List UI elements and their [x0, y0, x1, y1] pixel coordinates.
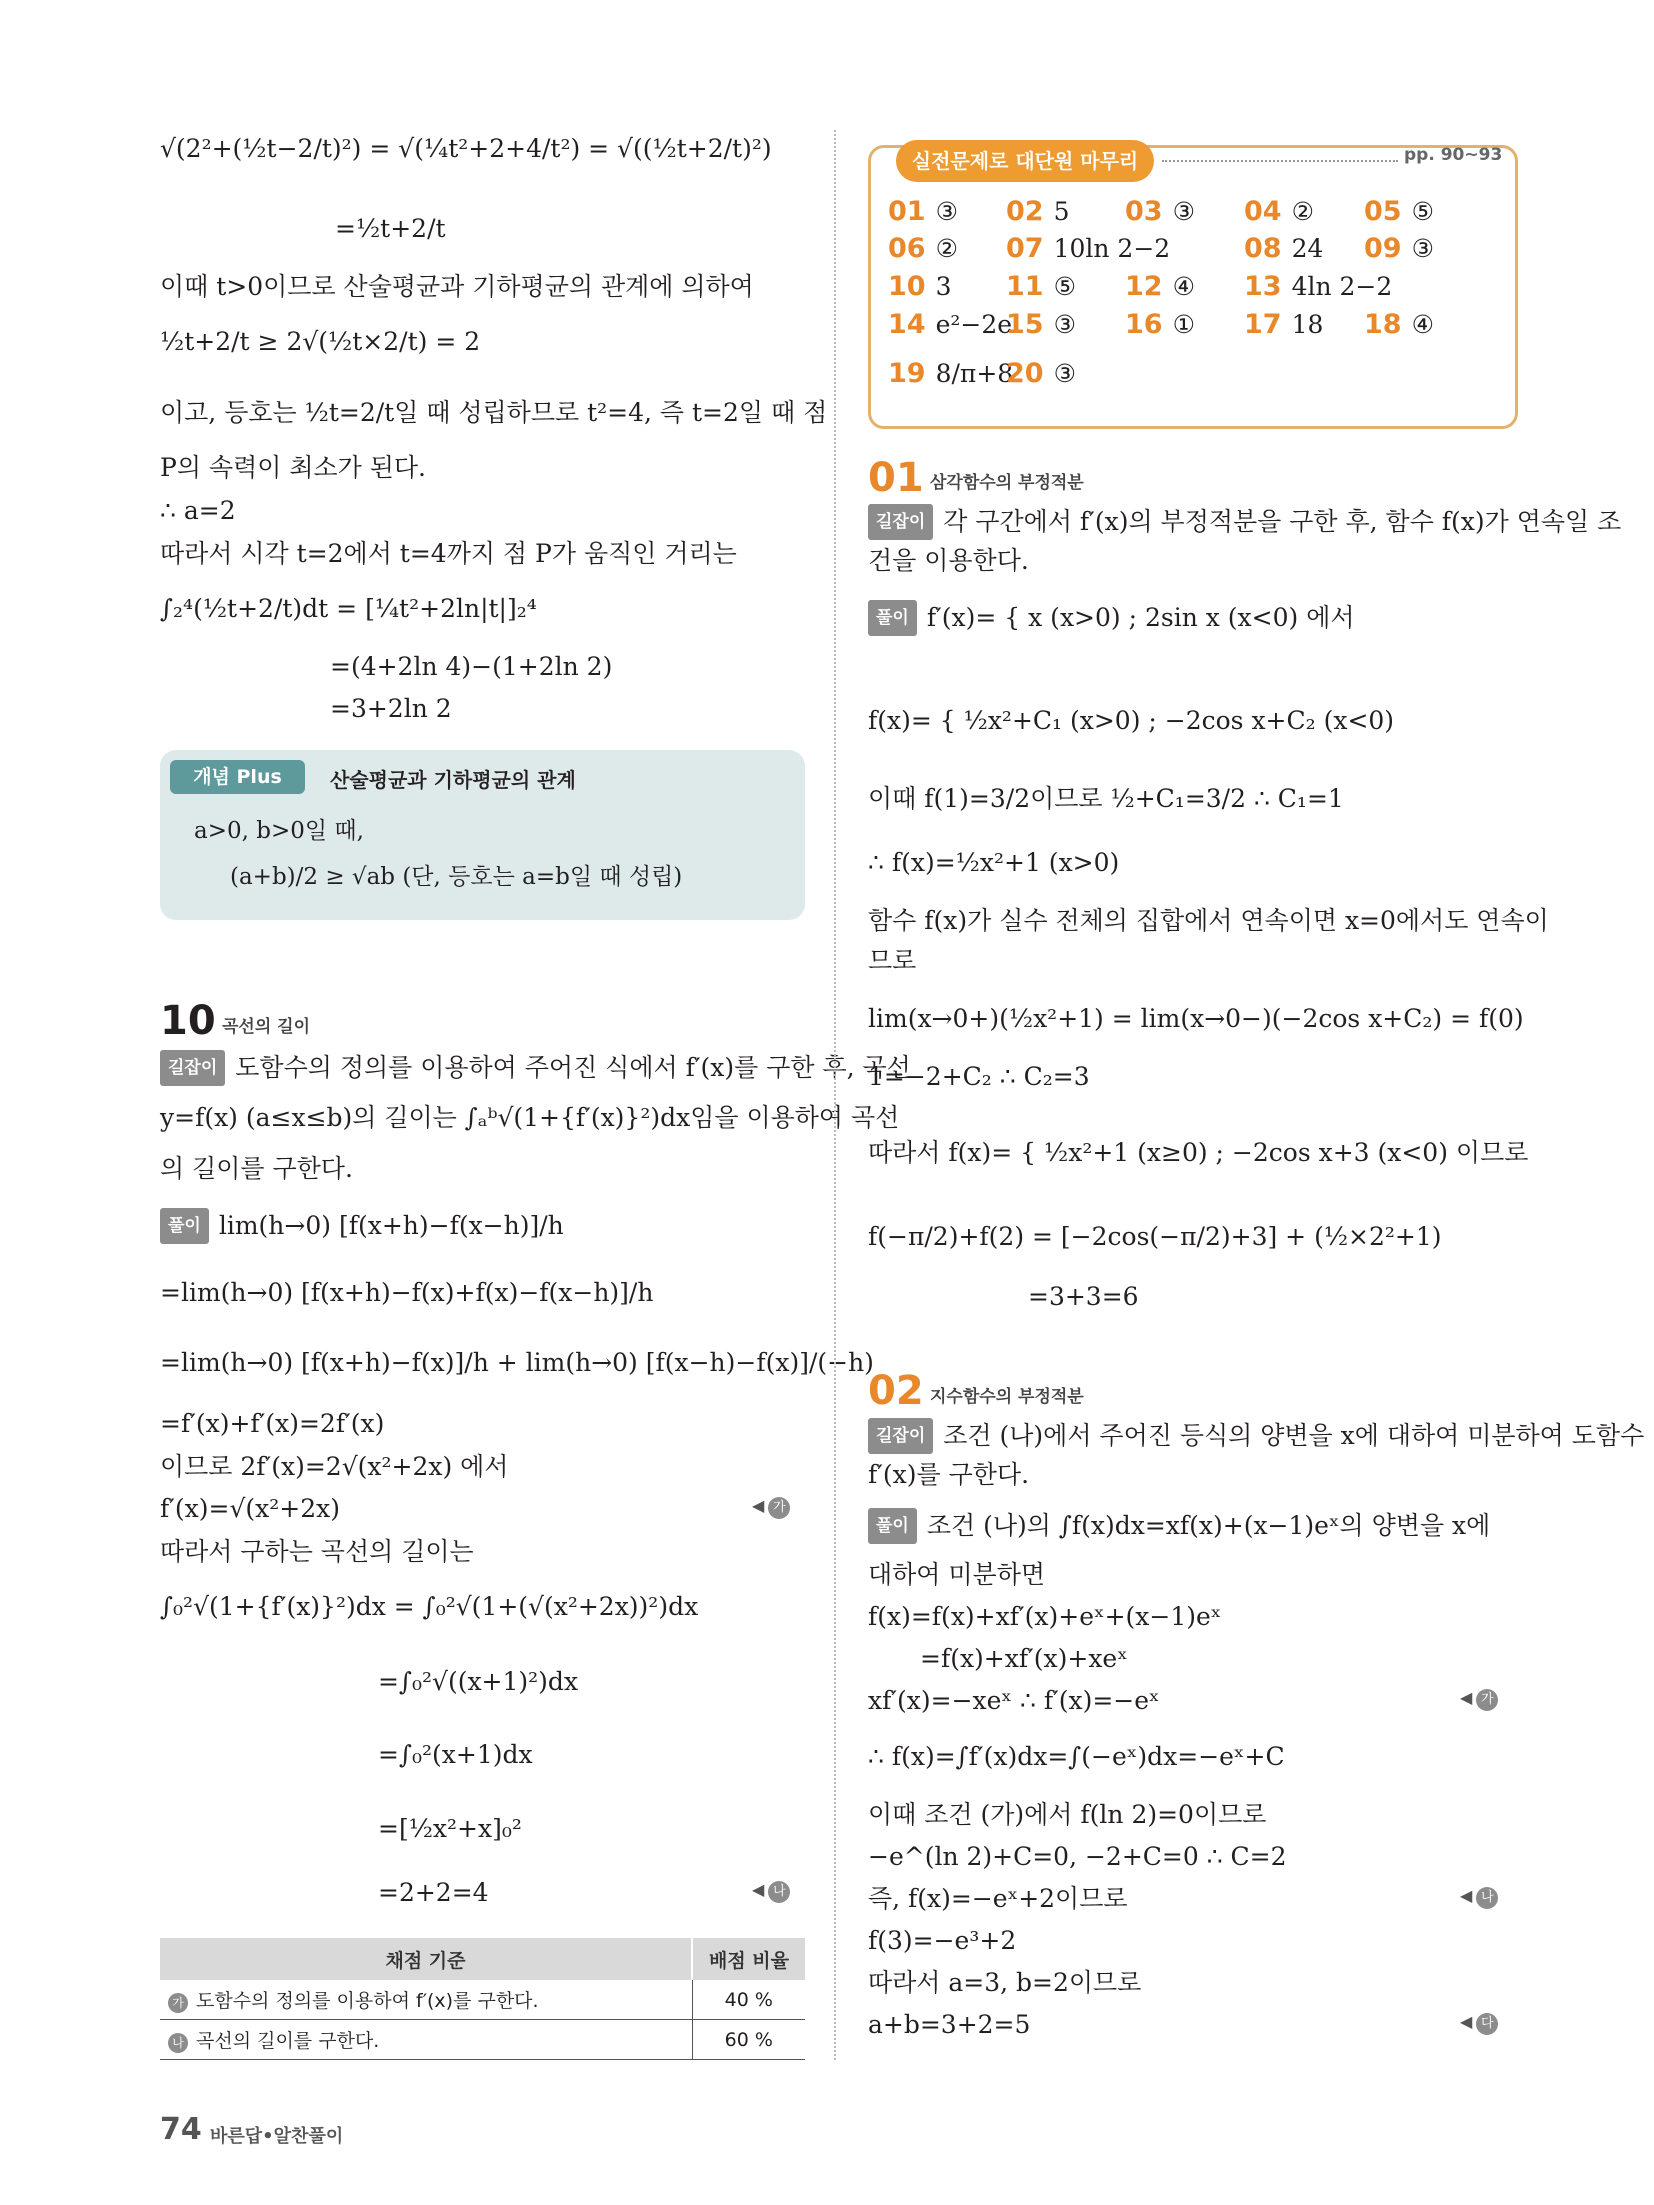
- text-line: 따라서 시각 t=2에서 t=4까지 점 P가 움직인 거리는: [160, 539, 737, 568]
- scoring-header-rate: 배점 비율: [692, 1938, 805, 1980]
- math-line: 1=−2+C₂ ∴ C₂=3: [868, 1062, 1090, 1091]
- answer-num: 12: [1125, 271, 1163, 302]
- math-line: =∫₀²(x+1)dx: [378, 1740, 533, 1769]
- text-line: 이때 조건 (가)에서 f(ln 2)=0이므로: [868, 1800, 1267, 1829]
- column-divider: [834, 130, 836, 2060]
- math-line: ∫₀²√(1+{f′(x)}²)dx = ∫₀²√(1+(√(x²+2x))²)dx: [160, 1592, 699, 1621]
- answer-num: 07: [1006, 233, 1044, 264]
- concept-plus-line: (a+b)/2 ≥ √ab (단, 등호는 a=b일 때 성립): [230, 864, 683, 890]
- answer-num: 13: [1244, 271, 1282, 302]
- text-line: P의 속력이 최소가 된다.: [160, 453, 426, 482]
- guide-line: 의 길이를 구한다.: [160, 1154, 353, 1183]
- answer-num: 16: [1125, 309, 1163, 340]
- step-mark-label: 나: [1476, 1887, 1498, 1909]
- solution-line: [160, 1208, 564, 1244]
- answer-value: ③: [1172, 197, 1195, 226]
- step-mark: ◀ 다: [1460, 2012, 1498, 2035]
- answer-item: [1006, 309, 1076, 340]
- answer-num: 20: [1006, 358, 1044, 389]
- answer-item: [1125, 196, 1195, 227]
- concept-plus-box: [160, 750, 805, 920]
- text-line: 므로: [868, 946, 917, 975]
- math-line: =lim(h→0) [f(x+h)−f(x)]/h + lim(h→0) [f(x−h)−f(x)]/(−h): [160, 1348, 874, 1377]
- solution-tag: 풀이: [868, 600, 917, 636]
- text-line: 따라서 구하는 곡선의 길이는: [160, 1537, 474, 1566]
- answer-item: [1364, 196, 1434, 227]
- answer-item: [1006, 271, 1076, 302]
- answer-value: ②: [935, 234, 958, 263]
- step-mark-label: 나: [168, 2033, 188, 2053]
- concept-plus-label: 개념 Plus: [170, 760, 305, 794]
- section-number: 10: [160, 998, 216, 1044]
- page-number: 74: [160, 2112, 202, 2147]
- answer-value: ②: [1291, 197, 1314, 226]
- math-line: =lim(h→0) [f(x+h)−f(x)+f(x)−f(x−h)]/h: [160, 1278, 654, 1307]
- answer-num: 02: [1006, 196, 1044, 227]
- answer-value: e²−2e: [935, 310, 1013, 339]
- answer-item: [888, 196, 958, 227]
- answer-item: [888, 233, 958, 264]
- math-line: =f(x)+xf′(x)+xeˣ: [920, 1644, 1128, 1673]
- math-line: ∫₂⁴(½t+2/t)dt = [¼t²+2ln|t|]₂⁴: [160, 594, 537, 623]
- scoring-text: 곡선의 길이를 구한다.: [196, 2030, 380, 2052]
- answer-value: 24: [1291, 234, 1324, 263]
- answer-value: ③: [1411, 234, 1434, 263]
- math-line: f(−π/2)+f(2) = [−2cos(−π/2)+3] + (½×2²+1): [868, 1222, 1442, 1251]
- text-line: 대하여 미분하면: [868, 1560, 1045, 1589]
- answer-dots: [1162, 160, 1398, 162]
- step-mark-label: 가: [168, 1993, 188, 2013]
- answer-num: 14: [888, 309, 926, 340]
- step-mark-label: 다: [1476, 2013, 1498, 2035]
- math-line: =∫₀²√((x+1)²)dx: [378, 1667, 579, 1696]
- math-line: f′(x)=√(x²+2x): [160, 1494, 340, 1523]
- step-mark: ◀ 가: [1460, 1688, 1498, 1711]
- math-text: f′(x)= { x (x>0) ; 2sin x (x<0) 에서: [926, 603, 1355, 632]
- answer-value: 8/π+8: [935, 359, 1014, 388]
- guide-line: [868, 504, 1621, 540]
- step-mark-label: 나: [768, 1881, 790, 1903]
- answer-num: 01: [888, 196, 926, 227]
- answer-item: [1006, 358, 1076, 389]
- math-line: f(3)=−e³+2: [868, 1926, 1017, 1955]
- answer-value: ④: [1411, 310, 1434, 339]
- step-mark-label: 가: [768, 1497, 790, 1519]
- answer-badge: 실전문제로 대단원 마무리: [896, 140, 1154, 182]
- answer-value: ④: [1172, 272, 1195, 301]
- answer-value: 5: [1053, 197, 1070, 226]
- answer-num: 15: [1006, 309, 1044, 340]
- answer-item: [1364, 309, 1434, 340]
- step-mark: ◀ 나: [1460, 1886, 1498, 1909]
- math-text: lim(h→0) [f(x+h)−f(x−h)]/h: [218, 1211, 564, 1240]
- math-line: ∴ a=2: [160, 496, 236, 525]
- answer-num: 11: [1006, 271, 1044, 302]
- answer-value: 3: [935, 272, 952, 301]
- answer-value: 10ln 2−2: [1053, 234, 1171, 263]
- scoring-text: 도함수의 정의를 이용하여 f′(x)를 구한다.: [196, 1990, 539, 2012]
- book-title: 바른답•알찬풀이: [210, 2126, 344, 2147]
- section-title: 지수함수의 부정적분: [930, 1387, 1084, 1407]
- answer-value: ③: [1053, 359, 1076, 388]
- math-line: lim(x→0+)(½x²+1) = lim(x→0−)(−2cos x+C₂) = f(0): [868, 1004, 1524, 1033]
- math-text: 조건 (나)의 ∫f(x)dx=xf(x)+(x−1)eˣ의 양변을 x에: [926, 1511, 1491, 1540]
- scoring-rate: 60 %: [692, 2020, 805, 2060]
- math-line: =3+3=6: [1028, 1282, 1139, 1311]
- scoring-rate: 40 %: [692, 1980, 805, 2020]
- math-line: f(x)=f(x)+xf′(x)+eˣ+(x−1)eˣ: [868, 1602, 1222, 1631]
- step-mark-label: 가: [1476, 1689, 1498, 1711]
- scoring-table: [160, 1938, 805, 2060]
- guide-tag: 길잡이: [160, 1050, 225, 1086]
- math-line: −e^(ln 2)+C=0, −2+C=0 ∴ C=2: [868, 1842, 1287, 1871]
- answer-num: 09: [1364, 233, 1402, 264]
- answer-value: ⑤: [1411, 197, 1434, 226]
- guide-text: 도함수의 정의를 이용하여 주어진 식에서 f′(x)를 구한 후, 곡선: [235, 1053, 911, 1082]
- answer-value: ①: [1172, 310, 1195, 339]
- math-line: =[½x²+x]₀²: [378, 1814, 522, 1843]
- answer-num: 08: [1244, 233, 1282, 264]
- answer-value: ③: [935, 197, 958, 226]
- math-line: =(4+2ln 4)−(1+2ln 2): [330, 652, 613, 681]
- answer-num: 10: [888, 271, 926, 302]
- answer-num: 05: [1364, 196, 1402, 227]
- step-mark: ◀ 가: [752, 1496, 790, 1519]
- math-line: 따라서 f(x)= { ½x²+1 (x≥0) ; −2cos x+3 (x<0) 이므로: [868, 1138, 1529, 1167]
- answer-pages: pp. 90~93: [1404, 145, 1503, 165]
- guide-tag: 길잡이: [868, 1418, 933, 1454]
- concept-plus-title: 산술평균과 기하평균의 관계: [330, 768, 576, 792]
- answer-value: ⑤: [1053, 272, 1076, 301]
- answer-item: [1125, 309, 1195, 340]
- solution-line: [868, 600, 1355, 636]
- math-line: 이때 f(1)=3/2이므로 ½+C₁=3/2 ∴ C₁=1: [868, 784, 1344, 813]
- answer-num: 04: [1244, 196, 1282, 227]
- answer-num: 19: [888, 358, 926, 389]
- text-line: 따라서 a=3, b=2이므로: [868, 1968, 1142, 1997]
- text-line: 함수 f(x)가 실수 전체의 집합에서 연속이면 x=0에서도 연속이: [868, 906, 1549, 935]
- math-line: =2+2=4: [378, 1878, 489, 1907]
- scoring-criteria: [160, 1980, 692, 2020]
- answer-item: [1244, 196, 1314, 227]
- answer-num: 17: [1244, 309, 1282, 340]
- section-number: 02: [868, 1368, 924, 1414]
- answer-item: [888, 358, 1013, 389]
- table-row: [160, 1980, 805, 2020]
- solution-tag: 풀이: [160, 1208, 209, 1244]
- answer-item: [1006, 233, 1170, 264]
- answer-num: 06: [888, 233, 926, 264]
- math-line: ½t+2/t ≥ 2√(½t×2/t) = 2: [160, 327, 481, 356]
- answer-value: 18: [1291, 310, 1324, 339]
- answer-item: [1125, 271, 1195, 302]
- section-number: 01: [868, 455, 924, 501]
- math-line: =f′(x)+f′(x)=2f′(x): [160, 1409, 385, 1438]
- guide-text: 조건 (나)에서 주어진 등식의 양변을 x에 대하여 미분하여 도함수: [943, 1421, 1645, 1450]
- scoring-criteria: [160, 2020, 692, 2060]
- section-title: 삼각함수의 부정적분: [930, 473, 1084, 493]
- guide-line: y=f(x) (a≤x≤b)의 길이는 ∫ₐᵇ√(1+{f′(x)}²)dx임을 이용하여 곡선: [160, 1103, 900, 1132]
- math-line: =½t+2/t: [335, 214, 446, 243]
- math-line: f(x)= { ½x²+C₁ (x>0) ; −2cos x+C₂ (x<0): [868, 706, 1395, 735]
- guide-line: [868, 1418, 1644, 1454]
- text-line: 이때 t>0이므로 산술평균과 기하평균의 관계에 의하여: [160, 272, 754, 301]
- answer-item: [1006, 196, 1069, 227]
- section-title: 곡선의 길이: [222, 1017, 311, 1037]
- answer-value: ③: [1053, 310, 1076, 339]
- text-line: 이고, 등호는 ½t=2/t일 때 성립하므로 t²=4, 즉 t=2일 때 점: [160, 398, 828, 427]
- answer-item: [1244, 309, 1323, 340]
- answer-value: 4ln 2−2: [1291, 272, 1393, 301]
- answer-item: [1244, 233, 1323, 264]
- guide-line: [160, 1050, 911, 1086]
- answer-num: 03: [1125, 196, 1163, 227]
- answer-num: 18: [1364, 309, 1402, 340]
- math-line: ∴ f(x)=½x²+1 (x>0): [868, 848, 1120, 877]
- answer-item: [1364, 233, 1434, 264]
- math-line: xf′(x)=−xeˣ ∴ f′(x)=−eˣ: [868, 1686, 1160, 1715]
- answer-item: [888, 271, 951, 302]
- guide-text: 각 구간에서 f′(x)의 부정적분을 구한 후, 함수 f(x)가 연속일 조: [943, 507, 1622, 536]
- guide-line: f′(x)를 구한다.: [868, 1460, 1030, 1489]
- guide-line: 건을 이용한다.: [868, 546, 1029, 575]
- guide-tag: 길잡이: [868, 504, 933, 540]
- step-mark: ◀ 나: [752, 1880, 790, 1903]
- answer-item: [1244, 271, 1392, 302]
- scoring-header-row: [160, 1938, 805, 1980]
- math-line: ∴ f(x)=∫f′(x)dx=∫(−eˣ)dx=−eˣ+C: [868, 1742, 1285, 1771]
- math-line: a+b=3+2=5: [868, 2010, 1031, 2039]
- math-line: 이므로 2f′(x)=2√(x²+2x) 에서: [160, 1452, 509, 1481]
- math-line: =3+2ln 2: [330, 694, 452, 723]
- concept-plus-line: a>0, b>0일 때,: [194, 818, 364, 844]
- solution-line: [868, 1508, 1490, 1544]
- scoring-header-criteria: 채점 기준: [160, 1938, 692, 1980]
- answer-item: [888, 309, 1012, 340]
- solution-tag: 풀이: [868, 1508, 917, 1544]
- math-line: √(2²+(½t−2/t)²) = √(¼t²+2+4/t²) = √((½t+2/t)²): [160, 134, 772, 163]
- table-row: [160, 2020, 805, 2060]
- math-line: 즉, f(x)=−eˣ+2이므로: [868, 1884, 1128, 1913]
